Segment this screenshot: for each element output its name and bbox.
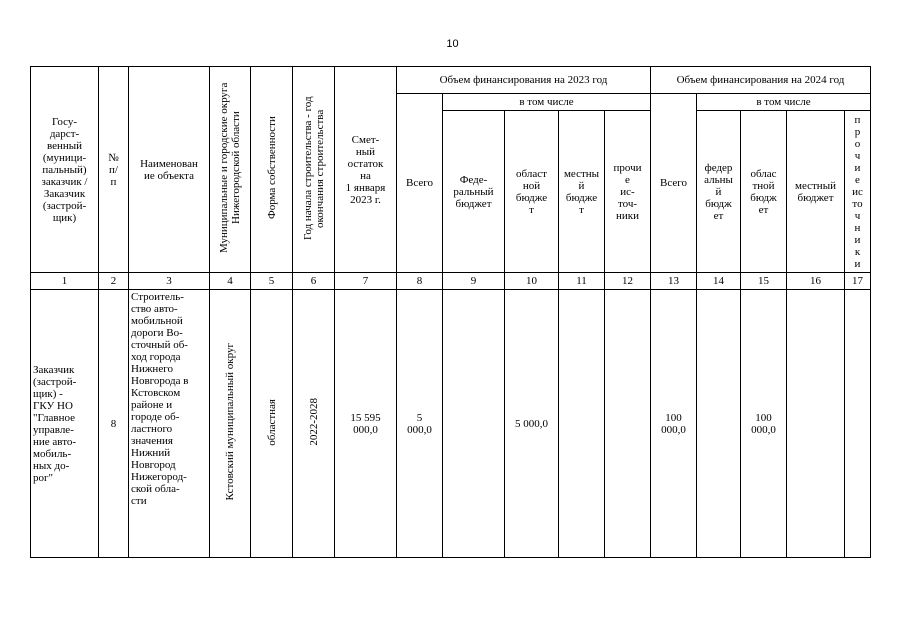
table-row bbox=[31, 290, 871, 558]
header-regional-2023: област ной бюдже т bbox=[505, 111, 559, 273]
cell-customer: Заказчик (застрой- щик) - ГКУ НО "Главное управле- ние авто- мобиль- ных до- рог" bbox=[31, 290, 99, 558]
column-number: 7 bbox=[335, 273, 397, 290]
cell-municipality: Кстовский муниципальный округ bbox=[210, 290, 251, 558]
cell-total-2023: 5 000,0 bbox=[397, 290, 443, 558]
cell-years: 2022-2028 bbox=[293, 290, 335, 558]
cell-regional-2023: 5 000,0 bbox=[505, 290, 559, 558]
header-name: Наименован ие объекта bbox=[129, 67, 210, 273]
column-number: 3 bbox=[129, 273, 210, 290]
cell-total-2024: 100 000,0 bbox=[651, 290, 697, 558]
cell-num: 8 bbox=[99, 290, 129, 558]
header-federal-2024: федер альны й бюдж ет bbox=[697, 111, 741, 273]
cell-name: Строитель- ство авто- мобильной дороги Во- сточный об- ход города Нижнего Новгорода в Кстовском районе и городе об- ластного значения Нижний Новгород Нижегород- ской обла- сти bbox=[129, 290, 210, 558]
header-num: № п/ п bbox=[99, 67, 129, 273]
column-number-row bbox=[31, 273, 871, 290]
cell-ownership: областная bbox=[251, 290, 293, 558]
cell-other-2024 bbox=[845, 290, 871, 558]
cell-local-2023 bbox=[559, 290, 605, 558]
column-number: 16 bbox=[787, 273, 845, 290]
header-other-2023: прочи е ис- точ- ники bbox=[605, 111, 651, 273]
header-local-2024: местный бюджет bbox=[787, 111, 845, 273]
header-other-2024: п р о ч и е ис то ч н и к и bbox=[845, 111, 871, 273]
header-fin-2024: Объем финансирования на 2024 год bbox=[651, 67, 871, 94]
header-regional-2024: облас тной бюдж ет bbox=[741, 111, 787, 273]
cell-regional-2024: 100 000,0 bbox=[741, 290, 787, 558]
header-ownership: Форма собственности bbox=[251, 67, 293, 273]
header-including-2023: в том числе bbox=[443, 94, 651, 111]
column-number: 5 bbox=[251, 273, 293, 290]
cell-other-2023 bbox=[605, 290, 651, 558]
column-number: 17 bbox=[845, 273, 871, 290]
header-including-2024: в том числе bbox=[697, 94, 871, 111]
column-number: 9 bbox=[443, 273, 505, 290]
column-number: 12 bbox=[605, 273, 651, 290]
column-number: 15 bbox=[741, 273, 787, 290]
column-number: 2 bbox=[99, 273, 129, 290]
header-total-2023: Всего bbox=[397, 94, 443, 273]
column-number: 1 bbox=[31, 273, 99, 290]
column-number: 14 bbox=[697, 273, 741, 290]
financing-table bbox=[30, 66, 871, 558]
cell-local-2024 bbox=[787, 290, 845, 558]
column-number: 11 bbox=[559, 273, 605, 290]
cell-federal-2023 bbox=[443, 290, 505, 558]
cell-balance: 15 595 000,0 bbox=[335, 290, 397, 558]
header-total-2024: Всего bbox=[651, 94, 697, 273]
header-local-2023: местны й бюдже т bbox=[559, 111, 605, 273]
page-number: 10 bbox=[446, 38, 459, 50]
column-number: 8 bbox=[397, 273, 443, 290]
cell-federal-2024 bbox=[697, 290, 741, 558]
column-number: 10 bbox=[505, 273, 559, 290]
header-federal-2023: Феде- ральный бюджет bbox=[443, 111, 505, 273]
header-fin-2023: Объем финансирования на 2023 год bbox=[397, 67, 651, 94]
header-customer: Госу- дарст- венный (муници- пальный) заказчик / Заказчик (застрой- щик) bbox=[31, 67, 99, 273]
column-number: 4 bbox=[210, 273, 251, 290]
column-number: 6 bbox=[293, 273, 335, 290]
header-municipality: Муниципальные и городские округа Нижегородской области bbox=[210, 67, 251, 273]
header-balance: Смет- ный остаток на 1 января 2023 г. bbox=[335, 67, 397, 273]
header-years: Год начала строительства - год окончания строительства bbox=[293, 67, 335, 273]
column-number: 13 bbox=[651, 273, 697, 290]
